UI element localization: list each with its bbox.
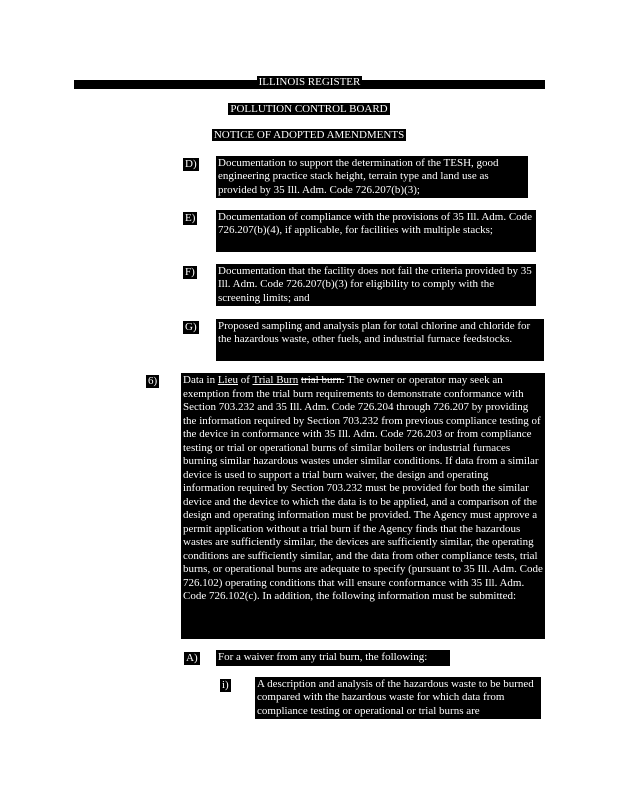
item-e-text: Documentation of compliance with the provisions of 35 Ill. Adm. Code 726.207(b)(4), if applicable, for facilities with multiple stacks;: [216, 210, 536, 252]
register-title-wrap: [74, 76, 545, 89]
board-title-wrap: [0, 103, 618, 116]
board-title: POLLUTION CONTROL BOARD: [230, 103, 388, 115]
item-d-text: Documentation to support the determination of the TESH, good engineering practice stack height, terrain type and land use as provided by 35 Ill. Adm. Code 726.207(b)(3);: [216, 156, 528, 198]
notice-title: NOTICE OF ADOPTED AMENDMENTS: [213, 129, 405, 141]
section-6-lead-lieu: Lieu: [217, 374, 238, 386]
item-e-label: E): [185, 212, 196, 224]
item-g-text: Proposed sampling and analysis plan for total chlorine and chloride for the hazardous waste, other fuels, and industrial furnace feedstocks.: [216, 319, 544, 361]
section-6-lead-trial-burn: Trial Burn: [252, 374, 299, 386]
sub-a-text: For a waiver from any trial burn, the following:: [216, 650, 450, 666]
section-6-lead-struck: trial burn.: [300, 374, 345, 386]
section-6-text: [181, 373, 545, 639]
register-title: ILLINOIS REGISTER: [258, 76, 361, 88]
section-6-lead-of: of: [240, 374, 250, 386]
item-f-label: F): [185, 266, 195, 278]
notice-title-wrap: [0, 129, 618, 142]
sub-i-text: A description and analysis of the hazardous waste to be burned compared with the hazardous waste for which data from compliance testing or operational or trial burns are: [255, 677, 541, 719]
item-d-label: D): [185, 158, 197, 170]
sub-i-label: i): [222, 679, 229, 691]
section-6-label: 6): [148, 375, 158, 387]
sub-a-label: A): [186, 652, 198, 664]
item-f-text: Documentation that the facility does not fail the criteria provided by 35 Ill. Adm. Code 726.207(b)(3) for eligibility to comply with the screening limits; and: [216, 264, 536, 306]
section-6-lead-plain: Data in: [183, 374, 216, 386]
section-6-body: The owner or operator may seek an exemption from the trial burn requirements to demonstrate conformance with Section 703.232 and 35 Ill. Adm. Code 726.204 through 726.207 by providing the information required by Section 703.232 from previous compliance testing of the device in conformance with 35 Ill. Adm. Code 726.203 or from compliance testing or trial or operational burns of similar boilers or industrial furnaces burning similar hazardous wastes under similar conditions. If data from a similar device is used to support a trial burn waiver, the design and operating information required by Section 703.232 must be provided for both the similar device and the device to which the data is to be applied, and a comparison of the design and operating information must be provided. The Agency must approve a permit application without a trial burn if the Agency finds that the hazardous wastes are sufficiently similar, the devices are sufficiently similar, the operating conditions are sufficiently similar, and the data from other compliance tests, trial burns, or operational burns are adequate to specify (pursuant to 35 Ill. Adm. Code 726.102) operating conditions that will ensure conformance with 35 Ill. Adm. Code 726.102(c). In addition, the following information must be submitted:: [183, 374, 543, 602]
item-g-label: G): [185, 321, 197, 333]
